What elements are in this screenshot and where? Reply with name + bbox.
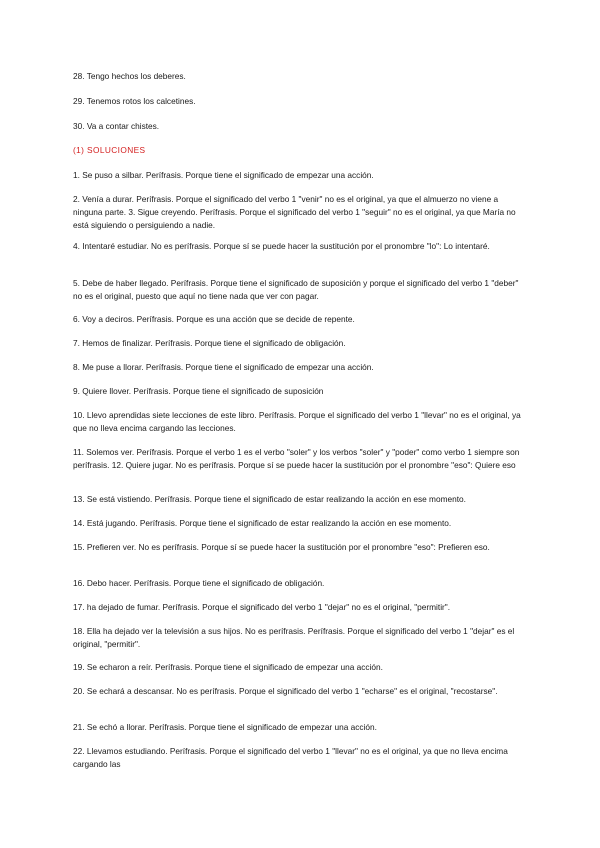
solution-22: 22. Llevamos estudiando. Perífrasis. Porque el significado del verbo 1 "llevar" no es el original, ya que no lleva encima cargando las bbox=[73, 746, 508, 770]
paragraph-30: 30. Va a contar chistes. bbox=[73, 121, 160, 131]
solution-1: 1. Se puso a silbar. Perífrasis. Porque tiene el significado de empezar una acción. bbox=[73, 170, 374, 180]
solution-20: 20. Se echará a descansar. No es perífrasis. Porque el significado del verbo 1 "echarse" es el original, "recostarse". bbox=[73, 686, 498, 696]
paragraph-29: 29. Tenemos rotos los calcetines. bbox=[73, 96, 196, 106]
paragraph-28: 28. Tengo hechos los deberes. bbox=[73, 71, 186, 81]
solution-7: 7. Hemos de finalizar. Perífrasis. Porque tiene el significado de obligación. bbox=[73, 338, 346, 348]
solution-17: 17. ha dejado de fumar. Perífrasis. Porque el significado del verbo 1 "dejar" no es el original, "permitir". bbox=[73, 602, 451, 612]
solution-8: 8. Me puse a llorar. Perífrasis. Porque tiene el significado de empezar una acción. bbox=[73, 362, 374, 372]
solution-10: 10. Llevo aprendidas siete lecciones de este libro. Perífrasis. Porque el significado del verbo 1 "llevar" no es el original, ya que no lleva encima cargando las lecciones. bbox=[73, 410, 521, 434]
solution-5: 5. Debe de haber llegado. Perífrasis. Porque tiene el significado de suposición y porque el significado del verbo 1 "deber" no es el original, puesto que aquí no tiene nada que ver con pagar. bbox=[73, 278, 519, 302]
solution-21: 21. Se echó a llorar. Perífrasis. Porque tiene el significado de empezar una acción. bbox=[73, 722, 377, 732]
solutions-heading: (1) SOLUCIONES bbox=[73, 145, 146, 155]
solution-4: 4. Intentaré estudiar. No es perífrasis. Porque sí se puede hacer la sustitución por el pronombre "lo": Lo intentaré. bbox=[73, 241, 490, 251]
solution-6: 6. Voy a deciros. Perífrasis. Porque es una acción que se decide de repente. bbox=[73, 314, 355, 324]
solution-2-3: 2. Venía a durar. Perífrasis. Porque el significado del verbo 1 "venir" no es el original, ya que el almuerzo no viene a ninguna parte. 3. Sigue creyendo. Perífrasis. Porque el significado del verbo 1 "seguir" no es el original, ya que María no está siguiendo o persiguiendo a nadie. bbox=[73, 194, 516, 231]
solution-9: 9. Quiere llover. Perífrasis. Porque tiene el significado de suposición bbox=[73, 386, 324, 396]
solution-18: 18. Ella ha dejado ver la televisión a sus hijos. No es perífrasis. Perífrasis. Porque el significado del verbo 1 "dejar" es el original, "permitir". bbox=[73, 626, 515, 650]
solution-11-12: 11. Solemos ver. Perífrasis. Porque el verbo 1 es el verbo "soler" y los verbos "soler" y "poder" como verbo 1 siempre son perífrasis. 12. Quiere jugar. No es perífrasis. Porque sí se puede hacer la sustitución por el pronombre "eso": Quiere eso bbox=[73, 447, 520, 471]
solution-13: 13. Se está vistiendo. Perífrasis. Porque tiene el significado de estar realizando la acción en ese momento. bbox=[73, 494, 466, 504]
solution-14: 14. Está jugando. Perífrasis. Porque tiene el significado de estar realizando la acción en ese momento. bbox=[73, 518, 452, 528]
solution-15: 15. Prefieren ver. No es perífrasis. Porque sí se puede hacer la sustitución por el pronombre "eso": Prefieren eso. bbox=[73, 542, 490, 552]
solution-16: 16. Debo hacer. Perífrasis. Porque tiene el significado de obligación. bbox=[73, 578, 325, 588]
solution-19: 19. Se echaron a reír. Perífrasis. Porque tiene el significado de empezar una acción. bbox=[73, 662, 383, 672]
